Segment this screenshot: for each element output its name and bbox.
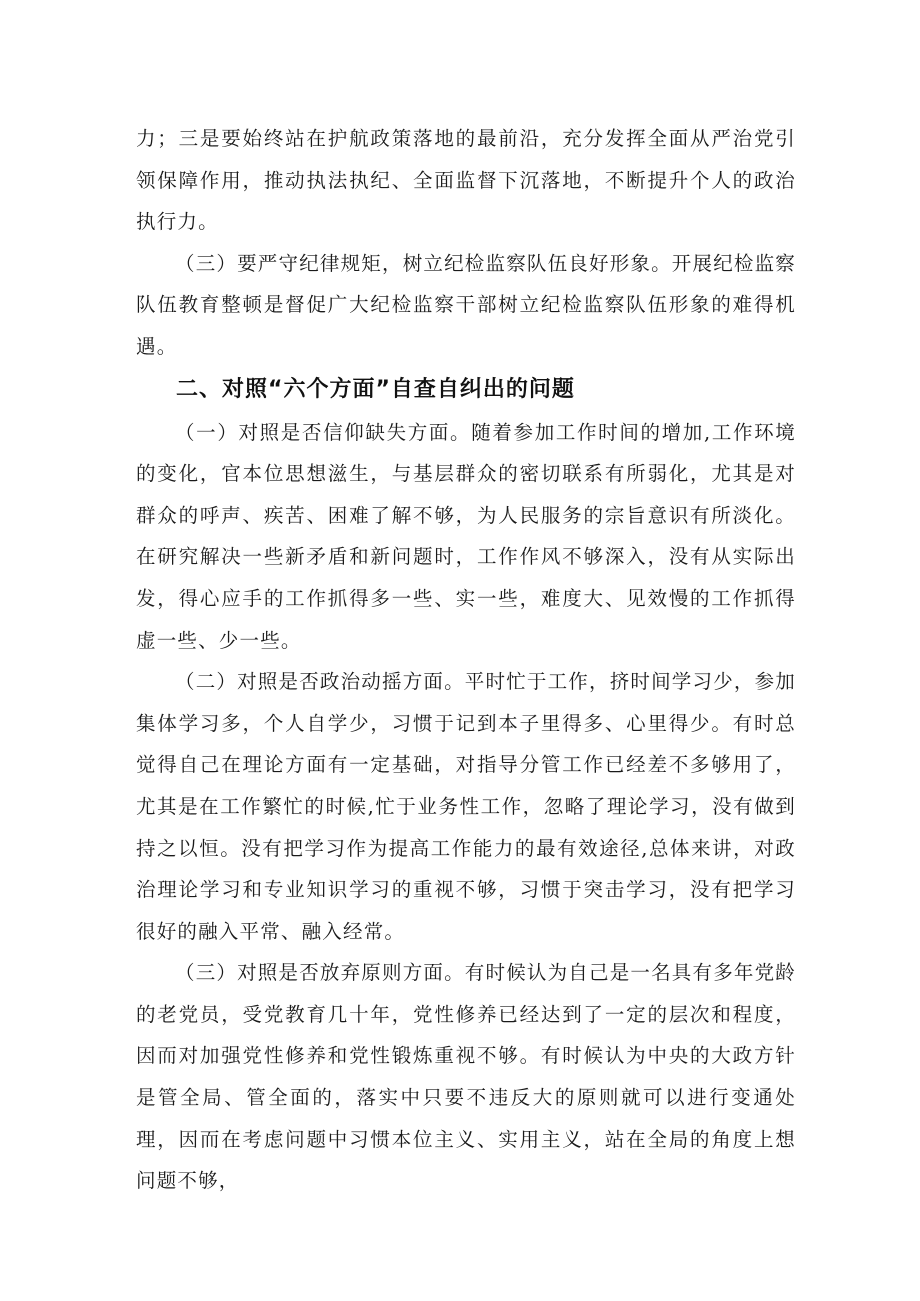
section-heading: 二、对照“六个方面”自查自纠出的问题 <box>176 376 575 402</box>
paragraph-politics: （二）对照是否政治动摇方面。平时忙于工作，挤时间学习少，参加集体学习多，个人自学少，习惯于记到本子里得多、心里得少。有时总觉得自己在理论方面有一定基础，对指导分管工作已经差不多够用了，尤其是在工作繁忙的时候,忙于业务性工作，忽略了理论学习，没有做到持之以恒。没有把学习作为提高工作能力的最有效途径,总体来讲，对政治理论学习和专业知识学习的重视不够，习惯于突击学习，没有把学习很好的融入平常、融入经常。 <box>136 670 797 943</box>
paragraph-principle: （三）对照是否放弃原则方面。有时候认为自己是一名具有多年党龄的老党员，受党教育几十年，党性修养已经达到了一定的层次和程度，因而对加强党性修养和党性锻炼重视不够。有时候认为中央的大政方针是管全局、管全面的，落实中只要不违反大的原则就可以进行变通处理，因而在考虑问题中习惯本位主义、实用主义，站在全局的角度上想问题不够， <box>136 961 797 1193</box>
paragraph-continuation: 力；三是要始终站在护航政策落地的最前沿，充分发挥全面从严治党引领保障作用，推动执法执纪、全面监督下沉落地，不断提升个人的政治执行力。 <box>136 127 796 234</box>
paragraph-discipline: （三）要严守纪律规矩，树立纪检监察队伍良好形象。开展纪检监察队伍教育整顿是督促广大纪检监察干部树立纪检监察队伍形象的难得机遇。 <box>136 251 797 358</box>
paragraph-faith: （一）对照是否信仰缺失方面。随着参加工作时间的增加,工作环境的变化，官本位思想滋生，与基层群众的密切联系有所弱化，尤其是对群众的呼声、疾苦、困难了解不够，为人民服务的宗旨意识有所淡化。在研究解决一些新矛盾和新问题时，工作作风不够深入，没有从实际出发，得心应手的工作抓得多一些、实一些，难度大、见效慢的工作抓得虚一些、少一些。 <box>136 420 796 652</box>
document-body <box>136 118 796 1202</box>
